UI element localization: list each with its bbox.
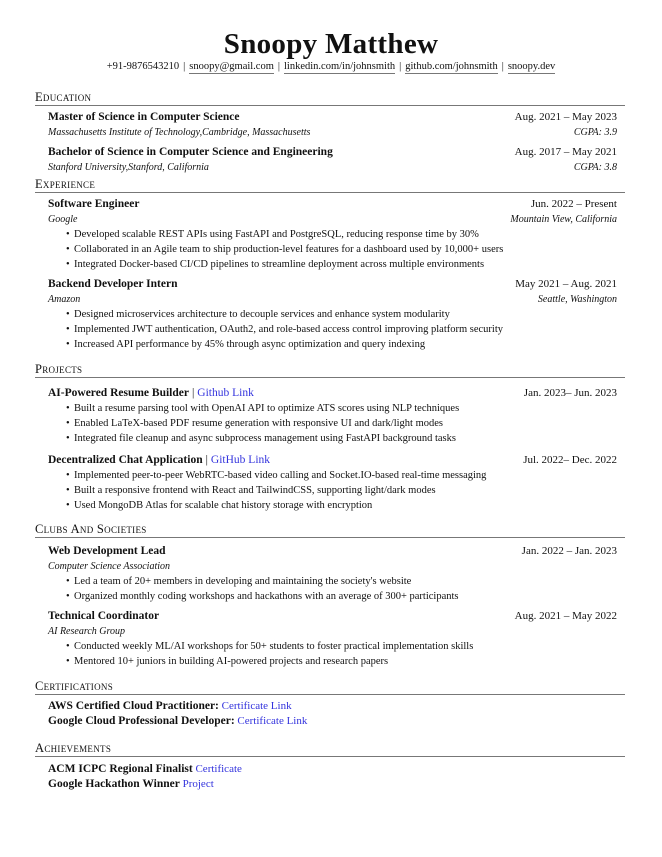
contact-item[interactable]: snoopy@gmail.com xyxy=(189,61,274,72)
achievements-item xyxy=(48,762,617,777)
entry xyxy=(48,544,617,604)
bullet-item: • Organized monthly coding workshops and hackathons with an average of 300+ participants xyxy=(74,589,617,604)
bullet-list xyxy=(48,468,617,513)
entry-header xyxy=(48,197,617,212)
achievements-link[interactable]: Project xyxy=(182,777,214,790)
certifications-label: AWS Certified Cloud Practitioner: xyxy=(48,700,219,712)
certifications-label: Google Cloud Professional Developer: xyxy=(48,714,235,727)
certifications-link[interactable]: Certificate Link xyxy=(237,714,308,727)
contact-item[interactable]: linkedin.com/in/johnsmith xyxy=(284,61,396,72)
entry-subheader xyxy=(48,160,617,175)
entry-date: Jun. 2022 – Present xyxy=(530,198,617,210)
section-entries xyxy=(35,695,617,728)
bullet-item: • Led a team of 20+ members in developing and maintaining the society's website xyxy=(74,574,617,589)
contact-item[interactable]: snoopy.dev xyxy=(507,61,556,72)
entry-title-group xyxy=(48,110,240,125)
entry-date: May 2021 – Aug. 2021 xyxy=(515,278,617,290)
section-experience xyxy=(35,177,625,352)
entry-title: Backend Developer Intern xyxy=(48,278,178,290)
bullet-item: • Implemented peer-to-peer WebRTC-based video calling and Socket.IO-based real-time messaging xyxy=(74,468,617,483)
section-entries xyxy=(35,757,617,791)
achievements-item xyxy=(48,777,617,792)
entry xyxy=(48,110,617,140)
entry xyxy=(48,277,617,352)
contact-item[interactable]: github.com/johnsmith xyxy=(405,61,498,72)
entry-header xyxy=(48,110,617,125)
achievements-link[interactable]: Certificate xyxy=(195,763,242,775)
entry-location: Seattle, Washington xyxy=(537,294,617,305)
bullet-list xyxy=(48,401,617,446)
bullet-item: • Increased API performance by 45% through async optimization and query indexing xyxy=(74,337,617,352)
entry-title-group xyxy=(48,197,139,212)
entry-date: Jan. 2023– Jun. 2023 xyxy=(523,387,617,399)
bullet-item: • Built a resume parsing tool with OpenAI API to optimize ATS scores using NLP techniques xyxy=(74,401,617,416)
bullet-item: • Mentored 10+ juniors in building AI-powered projects and research papers xyxy=(74,654,617,669)
separator: | xyxy=(191,387,195,399)
section-heading: Projects xyxy=(35,362,625,378)
entry-date: Jul. 2022– Dec. 2022 xyxy=(523,454,617,466)
bullet-list xyxy=(48,639,617,669)
section-entries xyxy=(35,193,617,352)
entry-title: AI-Powered Resume Builder xyxy=(48,387,189,399)
certifications-item xyxy=(48,714,617,729)
entry-date: Aug. 2017 – May 2021 xyxy=(514,146,617,158)
bullet-item: • Built a responsive frontend with React and TailwindCSS, supporting light/dark modes xyxy=(74,483,617,498)
entry-date: Aug. 2021 – May 2022 xyxy=(514,610,617,622)
resume-name: Snoopy Matthew xyxy=(223,28,439,60)
contact-item: +91-9876543210 xyxy=(106,61,180,72)
certifications-link[interactable]: Certificate Link xyxy=(221,700,292,712)
entry-header xyxy=(48,277,617,292)
contact-separator: | xyxy=(501,61,504,72)
entry-title-group xyxy=(48,386,254,401)
bullet-item: • Integrated file cleanup and async subprocess management using FastAPI background tasks xyxy=(74,431,617,446)
bullet-item: • Integrated Docker-based CI/CD pipelines to streamline deployment across multiple environments xyxy=(74,257,617,272)
bullet-list xyxy=(48,307,617,352)
project-link[interactable]: Github Link xyxy=(197,387,254,399)
bullet-item: • Used MongoDB Atlas for scalable chat history storage with encryption xyxy=(74,498,617,513)
bullet-list xyxy=(48,574,617,604)
entry-date: Aug. 2021 – May 2023 xyxy=(514,111,617,123)
section-education xyxy=(35,90,625,175)
section-projects xyxy=(35,362,625,513)
entry-date: Jan. 2022 – Jan. 2023 xyxy=(521,545,617,557)
contact-separator: | xyxy=(399,61,402,72)
entry xyxy=(48,145,617,175)
section-certifications xyxy=(35,679,625,728)
entry-title: Master of Science in Computer Science xyxy=(48,111,240,123)
bullet-list xyxy=(48,227,617,272)
entry-header xyxy=(48,453,617,468)
entry-header xyxy=(48,609,617,624)
entry-subheader xyxy=(48,125,617,140)
separator: | xyxy=(205,454,208,466)
entry-subheader xyxy=(48,292,617,307)
contact-line xyxy=(0,59,662,74)
entry-header xyxy=(48,145,617,160)
entry-location: CGPA: 3.9 xyxy=(573,127,617,138)
bullet-item: • Collaborated in an Agile team to ship production-level features for a dashboard used by 10,000+ users xyxy=(74,242,617,257)
entry-subtitle: Amazon xyxy=(48,294,81,305)
entry-title: Bachelor of Science in Computer Science and Engineering xyxy=(48,146,333,158)
entry xyxy=(48,386,617,446)
section-clubs-and-societies xyxy=(35,522,625,669)
contact-separator: | xyxy=(277,61,280,72)
entry-location: Mountain View, California xyxy=(510,214,617,225)
achievements-label: ACM ICPC Regional Finalist xyxy=(48,763,193,775)
entry-header xyxy=(48,544,617,559)
entry-subtitle: Google xyxy=(48,214,78,225)
entry-title: Decentralized Chat Application xyxy=(48,454,203,466)
entry-title: Web Development Lead xyxy=(48,545,166,557)
entry-header xyxy=(48,386,617,401)
project-link[interactable]: GitHub Link xyxy=(210,454,271,466)
entry xyxy=(48,453,617,513)
section-heading: Education xyxy=(35,90,625,106)
entry-subtitle: Stanford University,Stanford, California xyxy=(48,162,209,173)
entry-subheader xyxy=(48,559,617,574)
bullet-item: • Enabled LaTeX-based PDF resume generation with responsive UI and dark/light modes xyxy=(74,416,617,431)
entry-subheader xyxy=(48,624,617,639)
section-entries xyxy=(35,106,617,175)
bullet-item: • Designed microservices architecture to decouple services and enhance system modularity xyxy=(74,307,617,322)
contact-separator: | xyxy=(183,61,186,72)
section-entries xyxy=(35,378,617,513)
entry-title: Software Engineer xyxy=(48,198,140,210)
entry-title-group xyxy=(48,544,166,559)
entry-title-group xyxy=(48,277,177,292)
section-entries xyxy=(35,538,617,669)
entry-title-group xyxy=(48,609,159,624)
entry-subtitle: AI Research Group xyxy=(48,626,126,637)
entry xyxy=(48,609,617,669)
section-heading: Achievements xyxy=(35,741,625,757)
bullet-item: • Conducted weekly ML/AI workshops for 50+ students to foster practical implementation skills xyxy=(74,639,617,654)
bullet-item: • Implemented JWT authentication, OAuth2, and role-based access control improving platform security xyxy=(74,322,617,337)
entry-subheader xyxy=(48,212,617,227)
bullet-item: • Developed scalable REST APIs using FastAPI and PostgreSQL, reducing response time by 30% xyxy=(74,227,617,242)
achievements-label: Google Hackathon Winner xyxy=(48,777,180,790)
section-heading: Experience xyxy=(35,177,625,193)
entry-title: Technical Coordinator xyxy=(48,610,160,622)
section-heading: Clubs And Societies xyxy=(35,522,625,538)
section-heading: Certifications xyxy=(35,679,625,695)
entry-title-group xyxy=(48,453,270,468)
entry xyxy=(48,197,617,272)
entry-subtitle: Computer Science Association xyxy=(48,561,171,572)
entry-location: CGPA: 3.8 xyxy=(573,162,617,173)
certifications-item xyxy=(48,699,617,714)
section-achievements xyxy=(35,741,625,791)
entry-title-group xyxy=(48,145,333,160)
entry-subtitle: Massachusetts Institute of Technology,Cambridge, Massachusetts xyxy=(48,127,311,138)
